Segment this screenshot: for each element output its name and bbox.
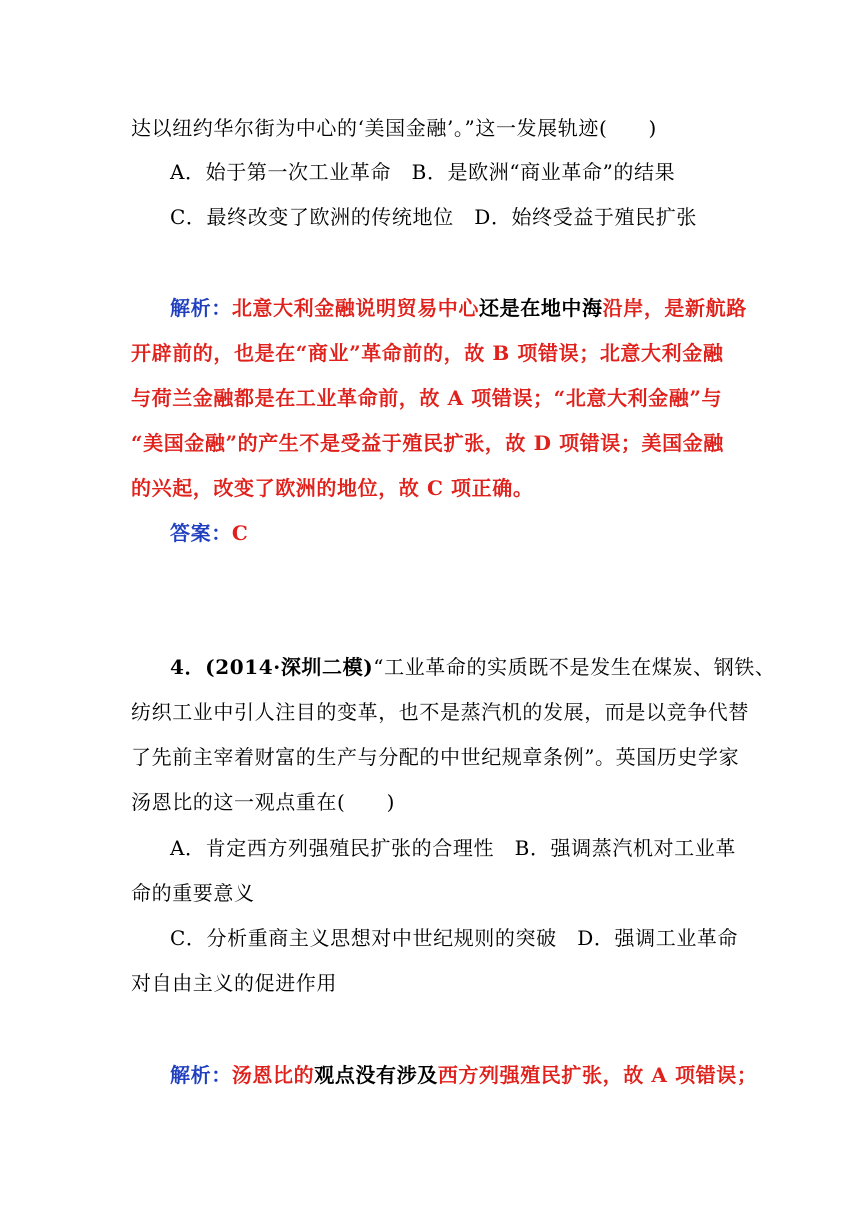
q3-analysis-line-4: “美国金融”的产生不是受益于殖民扩张，故 D 项错误；美国金融 [131,431,724,455]
q4-analysis-text: 西方列强殖民扩张，故 A 项错误； [437,1063,758,1087]
q3-answer-label: 答案： [170,521,232,545]
q3-analysis-line-3: 与荷兰金融都是在工业革命前，故 A 项错误；“北意大利金融”与 [131,386,723,410]
q4-option-line-1: A．肯定西方列强殖民扩张的合理性 B．强调蒸汽机对工业革 [170,836,736,860]
q4-stem-line-1 [170,653,776,681]
q4-analysis-label: 解析： [170,1063,232,1087]
q4-stem-text: “工业革命的实质既不是发生在煤炭、钢铁、 [373,655,776,679]
q3-option-line-2: C．最终改变了欧洲的传统地位 D．始终受益于殖民扩张 [170,205,697,229]
q4-option-line-2: 命的重要意义 [131,881,255,905]
q3-analysis-line-5: 的兴起，改变了欧洲的地位，故 C 项正确。 [131,476,534,500]
q4-analysis-text: 观点没有涉及 [314,1063,438,1087]
q4-analysis-line-1 [170,1061,757,1089]
q4-analysis-text: 汤恩比的 [231,1063,315,1087]
q3-answer [170,519,248,547]
q3-option-line-1: A．始于第一次工业革命 B．是欧洲“商业革命”的结果 [170,160,676,184]
q3-analysis-text: 沿岸，是新航路 [602,296,747,320]
q4-option-line-3: C．分析重商主义思想对中世纪规则的突破 D．强调工业革命 [170,926,739,950]
q3-stem-tail: 达以纽约华尔街为中心的‘美国金融’。”这一发展轨迹( ) [131,116,657,140]
q3-answer-value: C [231,521,249,545]
q3-analysis-text: 北意大利金融说明贸易中心 [231,296,480,320]
q3-analysis-label: 解析： [170,296,232,320]
q4-source: (2014·深圳二模) [205,655,374,679]
q3-analysis-line-2: 开辟前的，也是在“商业”革命前的，故 B 项错误；北意大利金融 [131,341,724,365]
q3-analysis-line-1 [170,294,747,322]
q4-option-line-4: 对自由主义的促进作用 [131,971,337,995]
q4-stem-line-2: 纺织工业中引人注目的变革，也不是蒸汽机的发展，而是以竞争代替 [131,700,749,724]
q4-stem-line-4: 汤恩比的这一观点重在( ) [131,790,396,814]
q4-number: 4． [170,655,206,679]
q3-analysis-text: 还是在地中海 [479,296,603,320]
q4-stem-line-3: 了先前主宰着财富的生产与分配的中世纪规章条例”。英国历史学家 [131,745,740,769]
